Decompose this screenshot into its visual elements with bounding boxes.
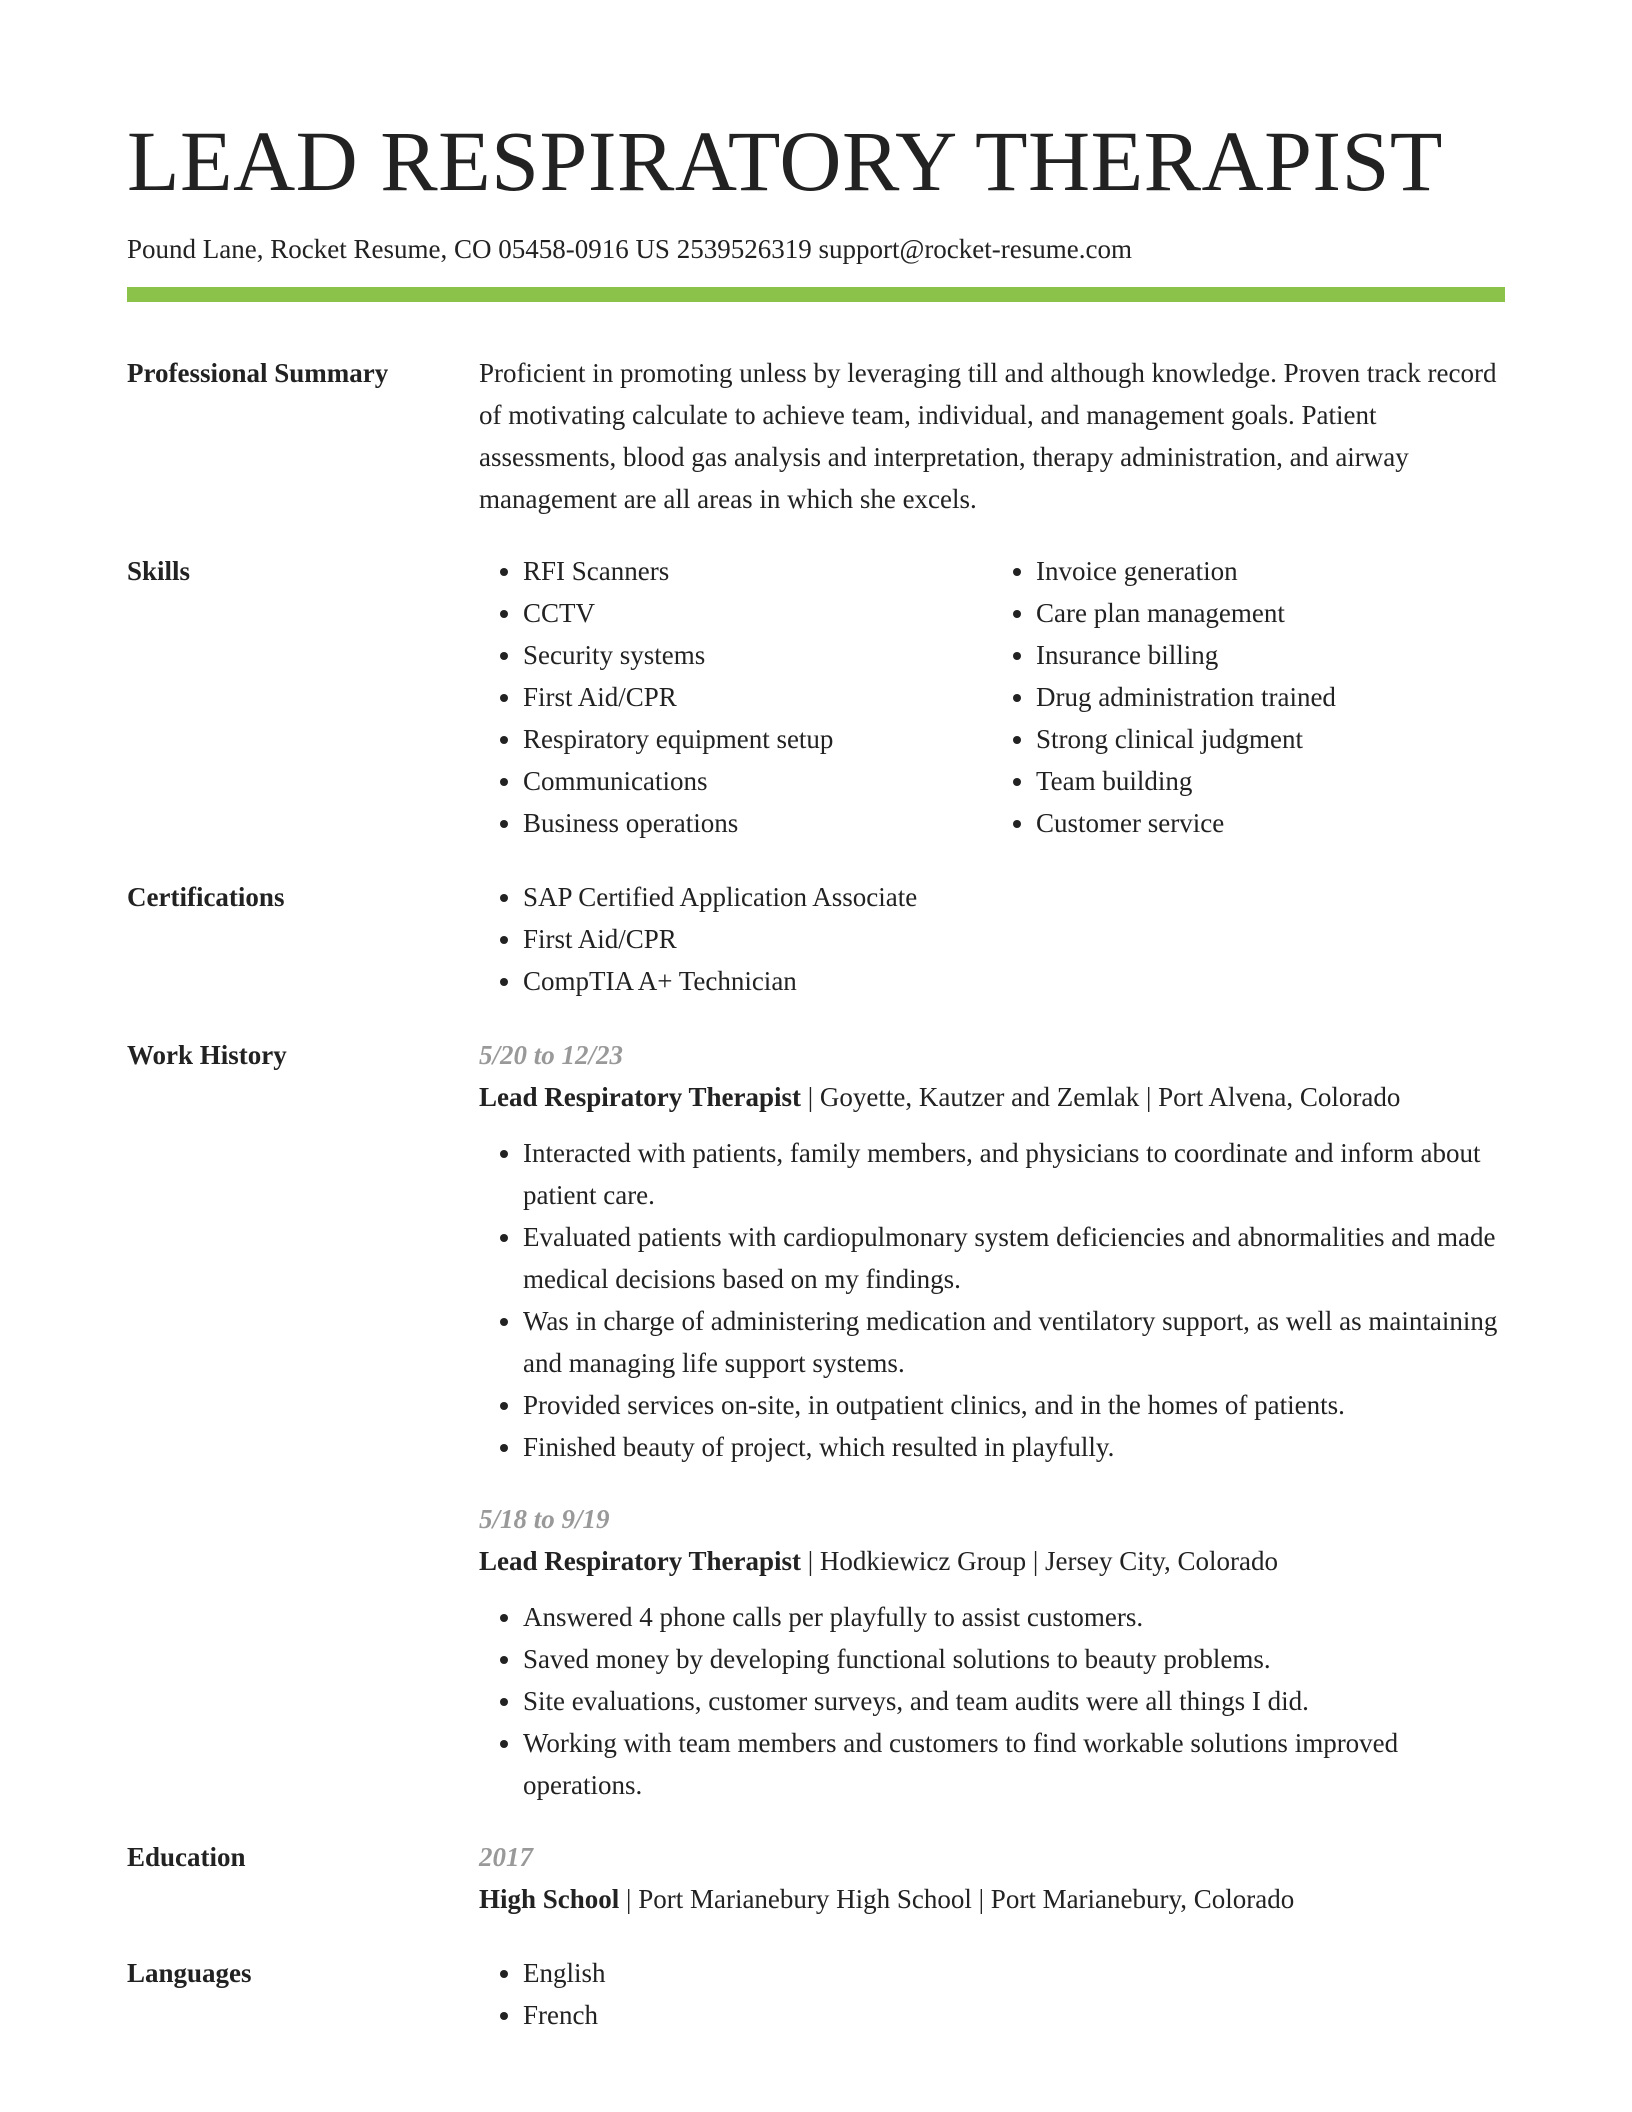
job-role-line bbox=[479, 1540, 1505, 1582]
contact-line: Pound Lane, Rocket Resume, CO 05458-0916 US 2539526319 support@rocket-resume.com bbox=[127, 234, 1132, 264]
list-item: • Care plan management bbox=[1036, 592, 1505, 634]
education-section bbox=[127, 1836, 1505, 1920]
accent-divider bbox=[127, 287, 1505, 302]
list-item: • First Aid/CPR bbox=[523, 676, 992, 718]
education-line bbox=[479, 1878, 1505, 1920]
languages-list bbox=[479, 1952, 1505, 2036]
list-item: • Team building bbox=[1036, 760, 1505, 802]
list-item: • RFI Scanners bbox=[523, 550, 992, 592]
list-item: • CCTV bbox=[523, 592, 992, 634]
section-label: Work History bbox=[127, 1040, 287, 1071]
job-title: Lead Respiratory Therapist bbox=[479, 1546, 801, 1577]
list-item: • French bbox=[523, 1994, 1505, 2036]
list-item: • Provided services on-site, in outpatient clinics, and in the homes of patients. bbox=[523, 1384, 1505, 1426]
job-title: Lead Respiratory Therapist bbox=[479, 1082, 801, 1113]
education-date: 2017 bbox=[479, 1842, 533, 1873]
job-bullets bbox=[479, 1132, 1505, 1468]
list-item: • Security systems bbox=[523, 634, 992, 676]
section-label: Skills bbox=[127, 556, 191, 587]
resume-title: LEAD RESPIRATORY THERAPIST bbox=[127, 113, 1443, 209]
section-label: Education bbox=[127, 1842, 246, 1873]
job-details: | Goyette, Kautzer and Zemlak | Port Alvena, Colorado bbox=[801, 1082, 1401, 1113]
list-item: • Interacted with patients, family members, and physicians to coordinate and inform about patient care. bbox=[523, 1132, 1505, 1216]
job-details: | Hodkiewicz Group | Jersey City, Colorado bbox=[801, 1546, 1278, 1577]
section-label: Languages bbox=[127, 1958, 252, 1989]
job-entry bbox=[479, 1498, 1505, 1806]
list-item: • Invoice generation bbox=[1036, 550, 1505, 592]
list-item: • Drug administration trained bbox=[1036, 676, 1505, 718]
list-item: • English bbox=[523, 1952, 1505, 1994]
list-item: • Strong clinical judgment bbox=[1036, 718, 1505, 760]
list-item: • Finished beauty of project, which resulted in playfully. bbox=[523, 1426, 1505, 1468]
certifications-list bbox=[479, 876, 1505, 1002]
education-details: | Port Marianebury High School | Port Marianebury, Colorado bbox=[619, 1884, 1295, 1915]
list-item: • CompTIA A+ Technician bbox=[523, 960, 1505, 1002]
skills-list-left bbox=[479, 550, 992, 844]
list-item: • Evaluated patients with cardiopulmonary system deficiencies and abnormalities and made medical decisions based on my findings. bbox=[523, 1216, 1505, 1300]
list-item: • Business operations bbox=[523, 802, 992, 844]
list-item: • Answered 4 phone calls per playfully to assist customers. bbox=[523, 1596, 1505, 1638]
job-entry bbox=[479, 1034, 1505, 1468]
section-label: Certifications bbox=[127, 882, 285, 913]
list-item: • SAP Certified Application Associate bbox=[523, 876, 1505, 918]
list-item: • Communications bbox=[523, 760, 992, 802]
languages-section bbox=[127, 1952, 1505, 2036]
section-label: Professional Summary bbox=[127, 358, 389, 389]
list-item: • Insurance billing bbox=[1036, 634, 1505, 676]
education-degree: High School bbox=[479, 1884, 620, 1915]
list-item: • Customer service bbox=[1036, 802, 1505, 844]
list-item: • Was in charge of administering medication and ventilatory support, as well as maintaining and managing life support systems. bbox=[523, 1300, 1505, 1384]
summary-text: Proficient in promoting unless by leveraging till and although knowledge. Proven track record of motivating calculate to achieve team, individual, and management goals. Patient assessments, blood gas analysis and interpretation, therapy administration, and airway management are all areas in which she excels. bbox=[479, 358, 1497, 515]
list-item: • Saved money by developing functional solutions to beauty problems. bbox=[523, 1638, 1505, 1680]
job-date: 5/18 to 9/19 bbox=[479, 1504, 610, 1535]
job-role-line bbox=[479, 1076, 1505, 1118]
list-item: • First Aid/CPR bbox=[523, 918, 1505, 960]
summary-section bbox=[127, 352, 1505, 520]
job-bullets bbox=[479, 1596, 1505, 1806]
list-item: • Respiratory equipment setup bbox=[523, 718, 992, 760]
job-date: 5/20 to 12/23 bbox=[479, 1040, 624, 1071]
certifications-section bbox=[127, 876, 1505, 1002]
skills-list-right bbox=[992, 550, 1505, 844]
skills-section bbox=[127, 550, 1505, 844]
work-history-section bbox=[127, 1034, 1505, 1806]
list-item: • Site evaluations, customer surveys, and team audits were all things I did. bbox=[523, 1680, 1505, 1722]
list-item: • Working with team members and customers to find workable solutions improved operations. bbox=[523, 1722, 1505, 1806]
